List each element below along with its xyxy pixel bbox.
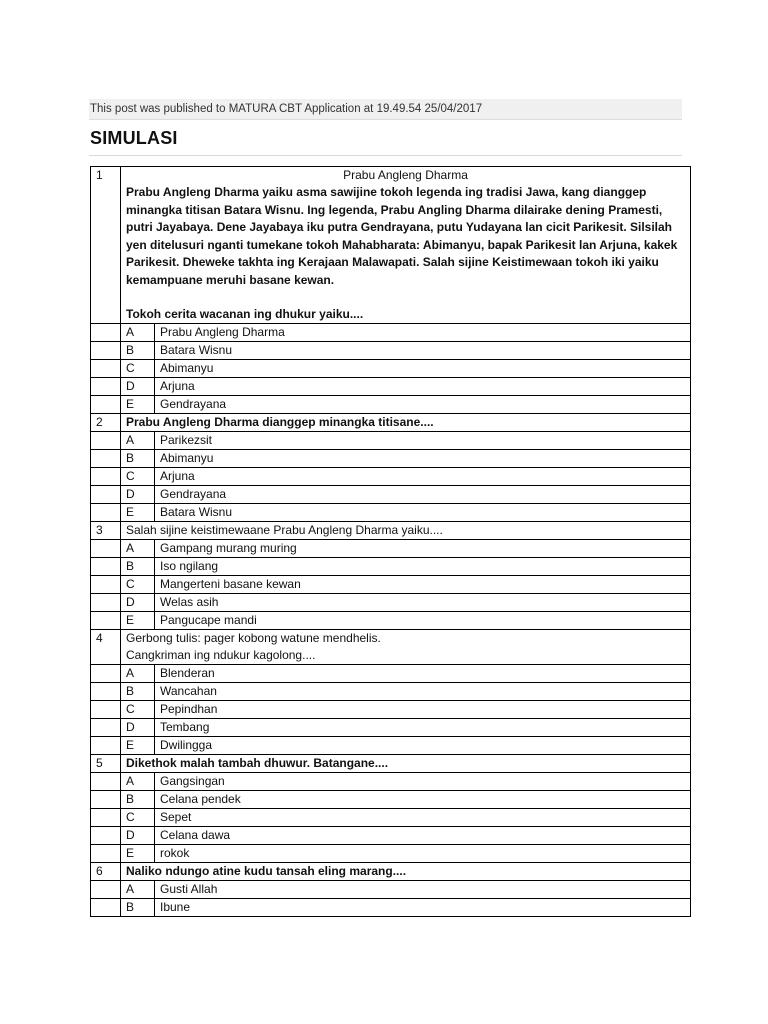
question-row-6	[91, 863, 691, 881]
question-text: Salah sijine keistimewaane Prabu Angleng Dharma yaiku....	[121, 522, 691, 540]
question-row-2	[91, 414, 691, 432]
option-text: Batara Wisnu	[155, 504, 691, 522]
option-letter: B	[121, 450, 155, 468]
option-letter: D	[121, 827, 155, 845]
option-row[interactable]	[91, 324, 691, 342]
option-text: Batara Wisnu	[155, 342, 691, 360]
question-number: 3	[91, 522, 121, 540]
option-text: Pangucape mandi	[155, 612, 691, 630]
option-letter: E	[121, 845, 155, 863]
page-title: SIMULASI	[90, 128, 178, 148]
option-letter: D	[121, 594, 155, 612]
option-text: Dwilingga	[155, 737, 691, 755]
question-cell	[121, 630, 691, 665]
option-row[interactable]	[91, 432, 691, 450]
passage-title: Prabu Angleng Dharma	[343, 168, 468, 182]
question-number: 2	[91, 414, 121, 432]
question-text: Tokoh cerita wacanan ing dhukur yaiku....	[126, 307, 364, 321]
option-letter: B	[121, 899, 155, 917]
option-row[interactable]	[91, 791, 691, 809]
question-text-line-2: Cangkriman ing ndukur kagolong....	[126, 648, 316, 662]
option-row[interactable]	[91, 845, 691, 863]
option-letter: D	[121, 719, 155, 737]
option-row[interactable]	[91, 701, 691, 719]
option-row[interactable]	[91, 773, 691, 791]
option-text: Iso ngilang	[155, 558, 691, 576]
option-row[interactable]	[91, 683, 691, 701]
option-text: Sepet	[155, 809, 691, 827]
option-text: Blenderan	[155, 665, 691, 683]
question-number: 4	[91, 630, 121, 665]
option-letter: A	[121, 881, 155, 899]
option-text: Prabu Angleng Dharma	[155, 324, 691, 342]
option-text: Gendrayana	[155, 486, 691, 504]
option-text: Gendrayana	[155, 396, 691, 414]
option-text: Gampang murang muring	[155, 540, 691, 558]
option-row[interactable]	[91, 576, 691, 594]
option-text: Arjuna	[155, 378, 691, 396]
option-letter: C	[121, 360, 155, 378]
option-text: Arjuna	[155, 468, 691, 486]
option-row[interactable]	[91, 360, 691, 378]
option-row[interactable]	[91, 594, 691, 612]
option-row[interactable]	[91, 342, 691, 360]
option-text: Gusti Allah	[155, 881, 691, 899]
option-row[interactable]	[91, 486, 691, 504]
option-row[interactable]	[91, 450, 691, 468]
publish-info-bar	[89, 99, 682, 120]
option-letter: D	[121, 378, 155, 396]
question-row-3	[91, 522, 691, 540]
option-text: rokok	[155, 845, 691, 863]
question-row-5	[91, 755, 691, 773]
option-letter: E	[121, 737, 155, 755]
question-text-line-1: Gerbong tulis: pager kobong watune mendhelis.	[126, 631, 381, 645]
question-number: 5	[91, 755, 121, 773]
option-row[interactable]	[91, 827, 691, 845]
option-text: Celana dawa	[155, 827, 691, 845]
option-row[interactable]	[91, 881, 691, 899]
option-row[interactable]	[91, 540, 691, 558]
option-letter: B	[121, 342, 155, 360]
option-letter: A	[121, 540, 155, 558]
question-text: Dikethok malah tambah dhuwur. Batangane....	[121, 755, 691, 773]
passage-text: Prabu Angleng Dharma yaiku asma sawijine tokoh legenda ing tradisi Jawa, kang dianggep minangka titisan Batara Wisnu. Ing legenda, Prabu Angling Dharma dilairake dening Pramesti, putri Jayabaya. Dene Jayabaya iku putra Gendrayana, putu Yudayana lan cicit Parikesit. Silsilah yen ditelusuri nganti tumekane tokoh Mahabharata: Abimanyu, bapak Parikesit lan Arjuna, kakek Parikesit. Dheweke takhta ing Kerajaan Malawapati. Salah sijine Keistimewaan tokoh iki yaiku kemampuane meruhi basane kewan.	[126, 185, 678, 287]
option-letter: E	[121, 504, 155, 522]
question-cell	[121, 167, 691, 324]
option-row[interactable]	[91, 719, 691, 737]
option-letter: B	[121, 683, 155, 701]
option-text: Pepindhan	[155, 701, 691, 719]
option-letter: C	[121, 576, 155, 594]
option-text: Ibune	[155, 899, 691, 917]
option-row[interactable]	[91, 504, 691, 522]
option-letter: A	[121, 773, 155, 791]
option-text: Gangsingan	[155, 773, 691, 791]
option-text: Parikezsit	[155, 432, 691, 450]
question-number: 1	[91, 167, 121, 324]
quiz-table	[90, 166, 691, 917]
option-text: Wancahan	[155, 683, 691, 701]
option-row[interactable]	[91, 378, 691, 396]
option-row[interactable]	[91, 809, 691, 827]
option-letter: A	[121, 665, 155, 683]
option-row[interactable]	[91, 899, 691, 917]
option-letter: B	[121, 791, 155, 809]
option-letter: C	[121, 809, 155, 827]
option-text: Celana pendek	[155, 791, 691, 809]
publish-info-text: This post was published to MATURA CBT Application at 19.49.54 25/04/2017	[90, 103, 483, 115]
option-row[interactable]	[91, 396, 691, 414]
option-letter: A	[121, 324, 155, 342]
option-row[interactable]	[91, 558, 691, 576]
option-text: Mangerteni basane kewan	[155, 576, 691, 594]
option-letter: E	[121, 612, 155, 630]
question-text: Prabu Angleng Dharma dianggep minangka titisane....	[121, 414, 691, 432]
option-text: Tembang	[155, 719, 691, 737]
option-row[interactable]	[91, 737, 691, 755]
title-divider	[89, 155, 682, 156]
option-row[interactable]	[91, 468, 691, 486]
question-row-1	[91, 167, 691, 324]
option-text: Abimanyu	[155, 450, 691, 468]
question-text: Naliko ndungo atine kudu tansah eling marang....	[121, 863, 691, 881]
option-letter: C	[121, 701, 155, 719]
option-letter: A	[121, 432, 155, 450]
option-row[interactable]	[91, 612, 691, 630]
option-letter: E	[121, 396, 155, 414]
question-row-4	[91, 630, 691, 665]
option-letter: C	[121, 468, 155, 486]
option-text: Welas asih	[155, 594, 691, 612]
option-letter: D	[121, 486, 155, 504]
option-letter: B	[121, 558, 155, 576]
question-number: 6	[91, 863, 121, 881]
option-text: Abimanyu	[155, 360, 691, 378]
option-row[interactable]	[91, 665, 691, 683]
